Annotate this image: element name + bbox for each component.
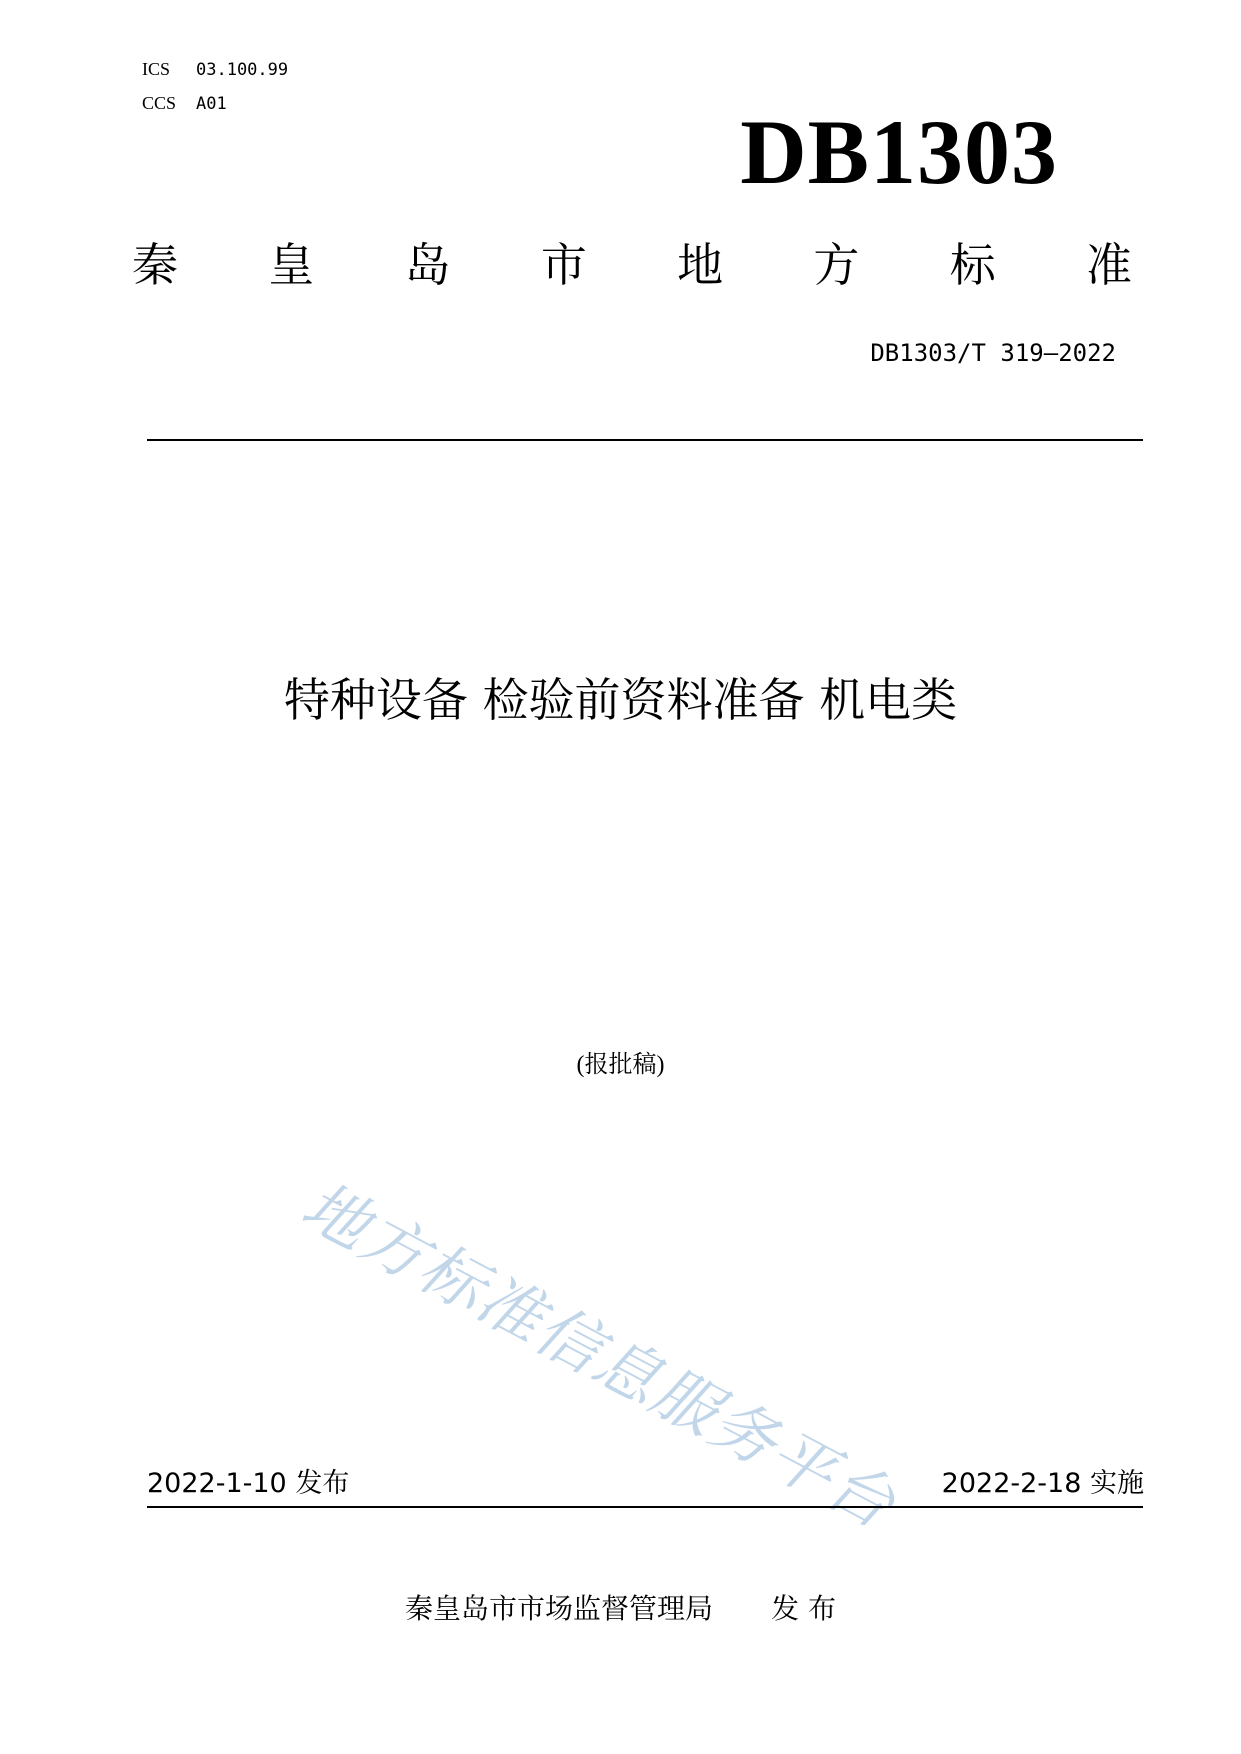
standard-type-char: 地 xyxy=(677,238,724,292)
draft-status: (报批稿) xyxy=(576,1052,665,1078)
standard-number: DB1303/T 319—2022 xyxy=(870,339,1116,367)
db-code-logo: DB1303 xyxy=(740,101,1058,203)
publisher-action: 发 布 xyxy=(771,1592,836,1625)
publish-date: 2022-1-10 发布 xyxy=(147,1468,350,1499)
standard-type-char: 皇 xyxy=(268,238,315,292)
ics-code: 03.100.99 xyxy=(196,60,289,80)
ccs-label: CCS xyxy=(142,93,177,113)
document-title: 特种设备 检验前资料准备 机电类 xyxy=(283,673,958,727)
standard-type-char: 岛 xyxy=(404,238,451,292)
standard-type-char: 标 xyxy=(949,238,996,292)
ics-classification xyxy=(142,58,288,81)
watermark: 地方标准信息服务平台 xyxy=(289,1168,908,1544)
publisher-line xyxy=(0,1592,1241,1626)
publisher-name: 秦皇岛市市场监督管理局 xyxy=(405,1592,714,1625)
ics-label: ICS xyxy=(142,59,171,79)
top-divider xyxy=(147,439,1143,441)
standard-type-char: 秦 xyxy=(132,238,178,292)
ccs-classification xyxy=(142,92,227,115)
implementation-date: 2022-2-18 实施 xyxy=(941,1468,1144,1499)
standard-type-char: 准 xyxy=(1085,238,1132,292)
standard-type-heading xyxy=(132,238,1132,292)
ccs-code: A01 xyxy=(196,94,227,114)
bottom-divider xyxy=(147,1506,1143,1508)
standard-type-char: 方 xyxy=(813,238,860,292)
standard-type-char: 市 xyxy=(540,238,587,292)
